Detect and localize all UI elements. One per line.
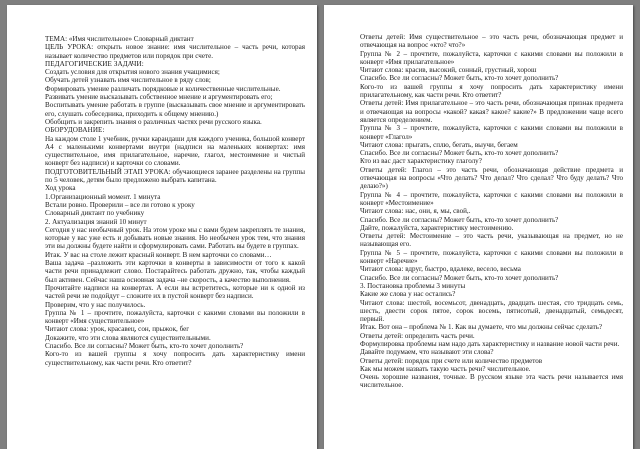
doc-line: Ответы детей: Имя существительное – это часть речи, обозначающая предмет и отвечающая на вопрос «кто? что?»	[360, 33, 623, 50]
doc-line: Спасибо. Все ли согласны? Может быть, кто-то хочет дополнить?	[360, 215, 559, 224]
doc-line: Итак. У вас на столе лежит красный конверт. В нем карточки со словами…	[45, 250, 272, 259]
doc-line: Кого-то из вашей группы я хочу попросить дать характеристику имени существительному, как части речи. Кто ответит?	[45, 350, 305, 367]
doc-line: Ответы детей: порядок при счете или количество предметов	[360, 356, 543, 365]
doc-heading: ОБОРУДОВАНИЕ:	[45, 126, 105, 135]
doc-line: Формулировка проблемы нам надо дать характеристику и название новой части речи.	[360, 339, 620, 348]
doc-line: Обобщить и закрепить знания о различных частях речи русского языка.	[45, 117, 262, 126]
doc-line: Дайте, пожалуйста, характеристику местоимению.	[360, 223, 514, 232]
doc-line: 1.Организационный момент. 1 минута	[45, 192, 161, 201]
doc-line: Ответы детей: Глагол – это часть речи, обозначающая действие предмета и отвечающая на вопросы «Что делать? Что делал? Что сделал? Что буду делать? Что делаю?»)	[360, 165, 623, 191]
doc-line: Группа № 3 – прочтите, пожалуйста, карточки с какими словами вы положили в конверт «Глагол»	[360, 124, 623, 141]
doc-line: Группа № 4 – прочтите, пожалуйста, карточки с какими словами вы положили в конверт «Местоимение»	[360, 190, 623, 207]
doc-line: ПОДГОТОВИТЕЛЬНЫЙ ЭТАП УРОКА: обучающиеся заранее разделены на группы по 5 человек, детям было предложено выбрать капитана.	[45, 167, 305, 185]
doc-line: Читают слова: урок, красавец, сон, прыжок, бег	[45, 325, 190, 334]
doc-line: Ответы детей: Имя прилагательное – это часть речи, обозначающая признак предмета и отвечающая на вопросы «какой? какая? какое? какие?» В предложении чаще всего является определением.	[360, 99, 623, 124]
doc-heading: ПЕДАГОГИЧЕСКИЕ ЗАДАЧИ:	[45, 59, 144, 68]
doc-line: Читают слова: красив, высокий, сонный, грустный, хорош	[360, 66, 537, 75]
doc-line: Ответы детей: Местоимение – это часть речи, указывающая на предмет, но не называющая его.	[360, 232, 623, 249]
doc-line: Ход урока	[45, 184, 76, 193]
doc-line: Спасибо. Все ли согласны? Может быть, кто-то хочет дополнить?	[360, 273, 559, 282]
doc-line: Развивать умение высказывать собственное мнение и аргументировать его;	[45, 93, 273, 102]
doc-line: Обучать детей узнавать имя числительное в ряду слов;	[45, 76, 211, 85]
doc-line: Давайте подумаем, что называют эти слова?	[360, 348, 494, 357]
doc-line: Читают слова: шестой, восемьсот, двенадцать, двадцать шестая, сто тридцать семь, шесть, двести сорок пятое, сорок восемь, пятисотый, двенадцатый, семьдесят, первый.	[360, 298, 623, 324]
doc-line: Кто из вас даст характеристику глаголу?	[360, 157, 482, 166]
doc-line: Итак. Вот она – проблема № 1. Как вы думаете, что мы должны сейчас сделать?	[360, 323, 603, 332]
doc-line: Как мы можем назвать такую часть речи? числительное.	[360, 364, 531, 373]
right-page-text	[360, 33, 623, 449]
doc-line: Воспитывать умение работать в группе (высказывать свое мнение и аргументировать его, слушать собеседника, приходить к общему мнению.)	[45, 101, 305, 118]
document-page-right	[324, 5, 633, 449]
doc-line: 2. Актуализация знаний 10 минут	[45, 217, 147, 226]
doc-line: Кого-то из вашей группы я хочу попросить дать характеристику имени прилагательному, как части речи. Кто ответит?	[360, 82, 623, 100]
doc-line: Встали ровно. Проверили – все ли готово к уроку	[45, 200, 195, 209]
doc-line: Какие же слова у нас остались?	[360, 290, 456, 299]
doc-line: Проверим, что у нас получилось.	[45, 300, 146, 309]
doc-line: Прочитайте надписи на конвертах. А если вы встретитесь, которые ни к одной из частей речи не подойдут – сложите их в пустой конверт без надписи.	[45, 283, 305, 301]
document-page-left	[7, 5, 317, 449]
doc-line: Спасибо. Все ли согласны? Может быть, кто-то хочет дополнить?	[360, 74, 559, 83]
doc-line: Группа № 1 – прочтите, пожалуйста, карточки с какими словами вы положили в конверт «Имя существительное»	[45, 308, 305, 326]
doc-line: Группа № 2 – прочтите, пожалуйста, карточки с какими словами вы положили в конверт «Имя прилагательное»	[360, 49, 623, 66]
doc-line: Сегодня у нас необычный урок. На этом уроке мы с вами будем закреплять те знания, которые у вас уже есть и добывать новые знания. Но необычен урок тем, что знания эти вы должны будете найти и сформулировать сами. Работать вы будете в группах.	[45, 225, 305, 251]
doc-line: Словарный диктант по учебнику	[45, 209, 145, 218]
doc-line: Создать условия для открытия нового знания учащимися;	[45, 68, 220, 77]
doc-line: Читают слова: нас, они, я, мы, свой,.	[360, 207, 471, 216]
doc-line: ТЕМА: «Имя числительное» Словарный диктант	[45, 35, 194, 43]
doc-line: Группа № 5 – прочтите, пожалуйста, карточки с какими словами вы положили в конверт «Наречие»	[360, 248, 623, 266]
doc-line: 3. Постановка проблемы 3 минуты	[360, 281, 466, 290]
doc-line: ЦЕЛЬ УРОКА: открыть новое знание: имя числительное – часть речи, которая называет количество предметов или порядок при счете.	[45, 43, 305, 60]
doc-line: Читают слова: прыгать, сплю, бегать, выучи, бегаем	[360, 140, 518, 149]
doc-line: Читают слова: вдруг, быстро, вдалеке, весело, весьма	[360, 265, 521, 274]
doc-line: Формировать умение различать порядковые и количественные числительные.	[45, 84, 281, 93]
doc-line: Спасибо. Все ли согласны? Может быть, кто-то хочет дополнить?	[45, 341, 244, 350]
doc-line: Спасибо. Все ли согласны? Может быть, кто-то хочет дополнить?	[360, 149, 559, 158]
left-page-text	[45, 35, 305, 449]
doc-line: Докажите, что эти слова являются существительными.	[45, 333, 211, 342]
doc-line: На каждом столе 1 учебник, ручки карандаши для каждого ученика, большой конверт А4 с маленькими конвертами внутри (надписи на маленьких конвертах: имя существительное, имя прилагательное, наречие, глагол, местоимение и чистый конверт без надписи) и карточки со словами.	[45, 134, 305, 168]
doc-line: Ваша задача –разложить эти карточки в конверты в зависимости от того к какой части речи принадлежит слово. Постарайтесь работать дружно, так, чтобы каждый был активен. Сейчас наша основная задача –не скорость, а качество выполнения.	[45, 259, 305, 284]
doc-line: Очень хорошие названия, точные. В русском языке эта часть речи называется имя числительное.	[360, 373, 623, 390]
doc-line: Ответы детей: определить часть речи.	[360, 331, 475, 340]
